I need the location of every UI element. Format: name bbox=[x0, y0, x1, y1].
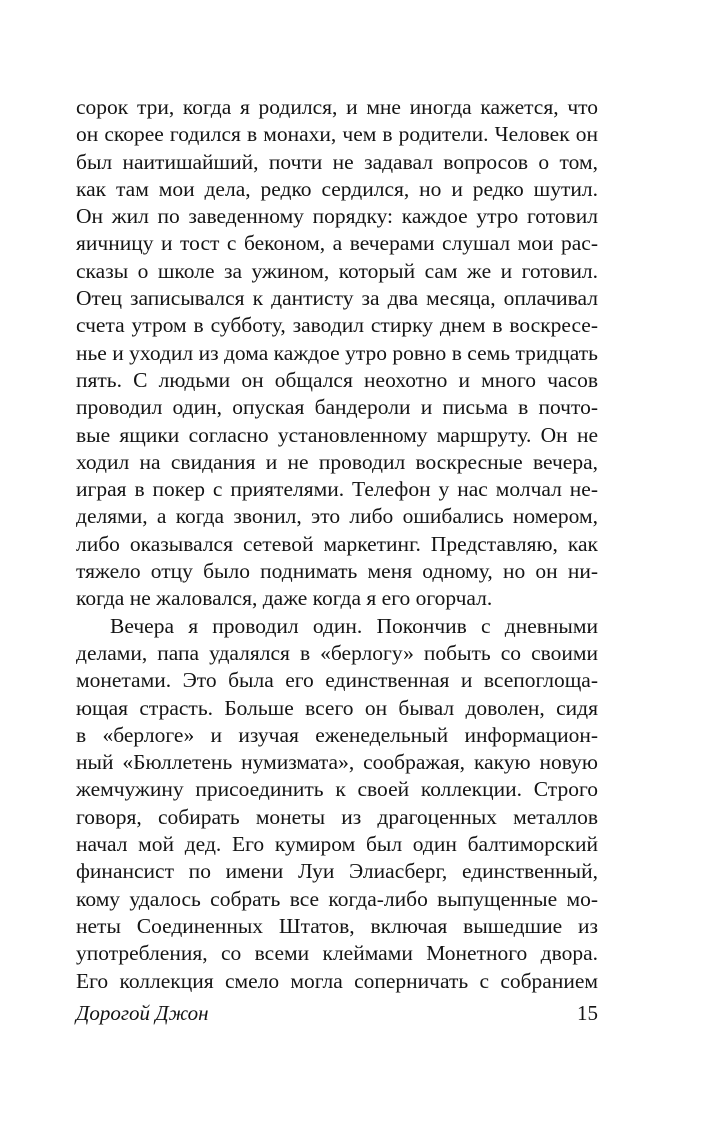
page-number: 15 bbox=[577, 1001, 598, 1025]
text-line: был наитишайший, почти не задавал вопросов о том, bbox=[76, 149, 598, 174]
text-line: делами, папа удалялся в «берлогу» побыть со своими bbox=[76, 640, 598, 665]
text-line: яичницу и тост с беконом, а вечерами слушал мои рас- bbox=[76, 231, 598, 256]
text-line: нье и уходил из дома каждое утро ровно в семь тридцать bbox=[76, 340, 598, 365]
running-title: Дорогой Джон bbox=[76, 1001, 209, 1025]
text-line: финансист по имени Луи Элиасберг, единственный, bbox=[76, 859, 598, 884]
text-line: Отец записывался к дантисту за два месяца, оплачивал bbox=[76, 286, 598, 311]
text-line: как там мои дела, редко сердился, но и редко шутил. bbox=[76, 176, 598, 201]
text-line: ходил на свидания и не проводил воскресные вечера, bbox=[76, 449, 598, 474]
text-line: в «берлоге» и изучая еженедельный информацион- bbox=[76, 722, 598, 747]
body-text bbox=[76, 94, 598, 995]
text-line: ный «Бюллетень нумизмата», соображая, какую новую bbox=[76, 750, 598, 775]
text-line: сорок три, когда я родился, и мне иногда кажется, что bbox=[76, 95, 598, 119]
text-line: когда не жаловался, даже когда я его огорчал. bbox=[76, 586, 493, 611]
text-line: жемчужину присоединить к своей коллекции. Строго bbox=[76, 777, 598, 802]
text-line: играя в покер с приятелями. Телефон у нас молчал не- bbox=[76, 477, 598, 502]
text-line: счета утром в субботу, заводил стирку днем в воскресе- bbox=[76, 313, 598, 338]
text-line: кому удалось собрать все когда-либо выпущенные мо- bbox=[76, 886, 598, 911]
text-line: говоря, собирать монеты из драгоценных металлов bbox=[76, 804, 598, 829]
text-line: он скорее годился в монахи, чем в родители. Человек он bbox=[76, 122, 598, 147]
text-line: монетами. Это была его единственная и всепоглоща- bbox=[76, 668, 598, 693]
text-line: Его коллекция смело могла соперничать с собранием bbox=[76, 968, 598, 993]
text-line: вые ящики согласно установленному маршруту. Он не bbox=[76, 422, 598, 447]
paragraph-first-line: Вечера я проводил один. Покончив с дневными bbox=[110, 613, 598, 638]
text-line: тяжело отцу было поднимать меня одному, но он ни- bbox=[76, 559, 598, 584]
text-line: сказы о школе за ужином, который сам же и готовил. bbox=[76, 258, 598, 283]
text-line: неты Соединенных Штатов, включая вышедшие из bbox=[76, 913, 598, 938]
text-line: пять. С людьми он общался неохотно и много часов bbox=[76, 367, 598, 392]
text-line: употребления, со всеми клеймами Монетного двора. bbox=[76, 941, 598, 966]
text-line: Он жил по заведенному порядку: каждое утро готовил bbox=[76, 204, 598, 229]
text-line: ющая страсть. Больше всего он бывал доволен, сидя bbox=[76, 695, 598, 720]
text-line: начал мой дед. Его кумиром был один балтиморский bbox=[76, 832, 598, 857]
text-line: проводил один, опуская бандероли и письма в почто- bbox=[76, 395, 598, 420]
text-line: либо оказывался сетевой маркетинг. Представляю, как bbox=[76, 531, 598, 556]
text-line: делями, а когда звонил, это либо ошибались номером, bbox=[76, 504, 598, 529]
